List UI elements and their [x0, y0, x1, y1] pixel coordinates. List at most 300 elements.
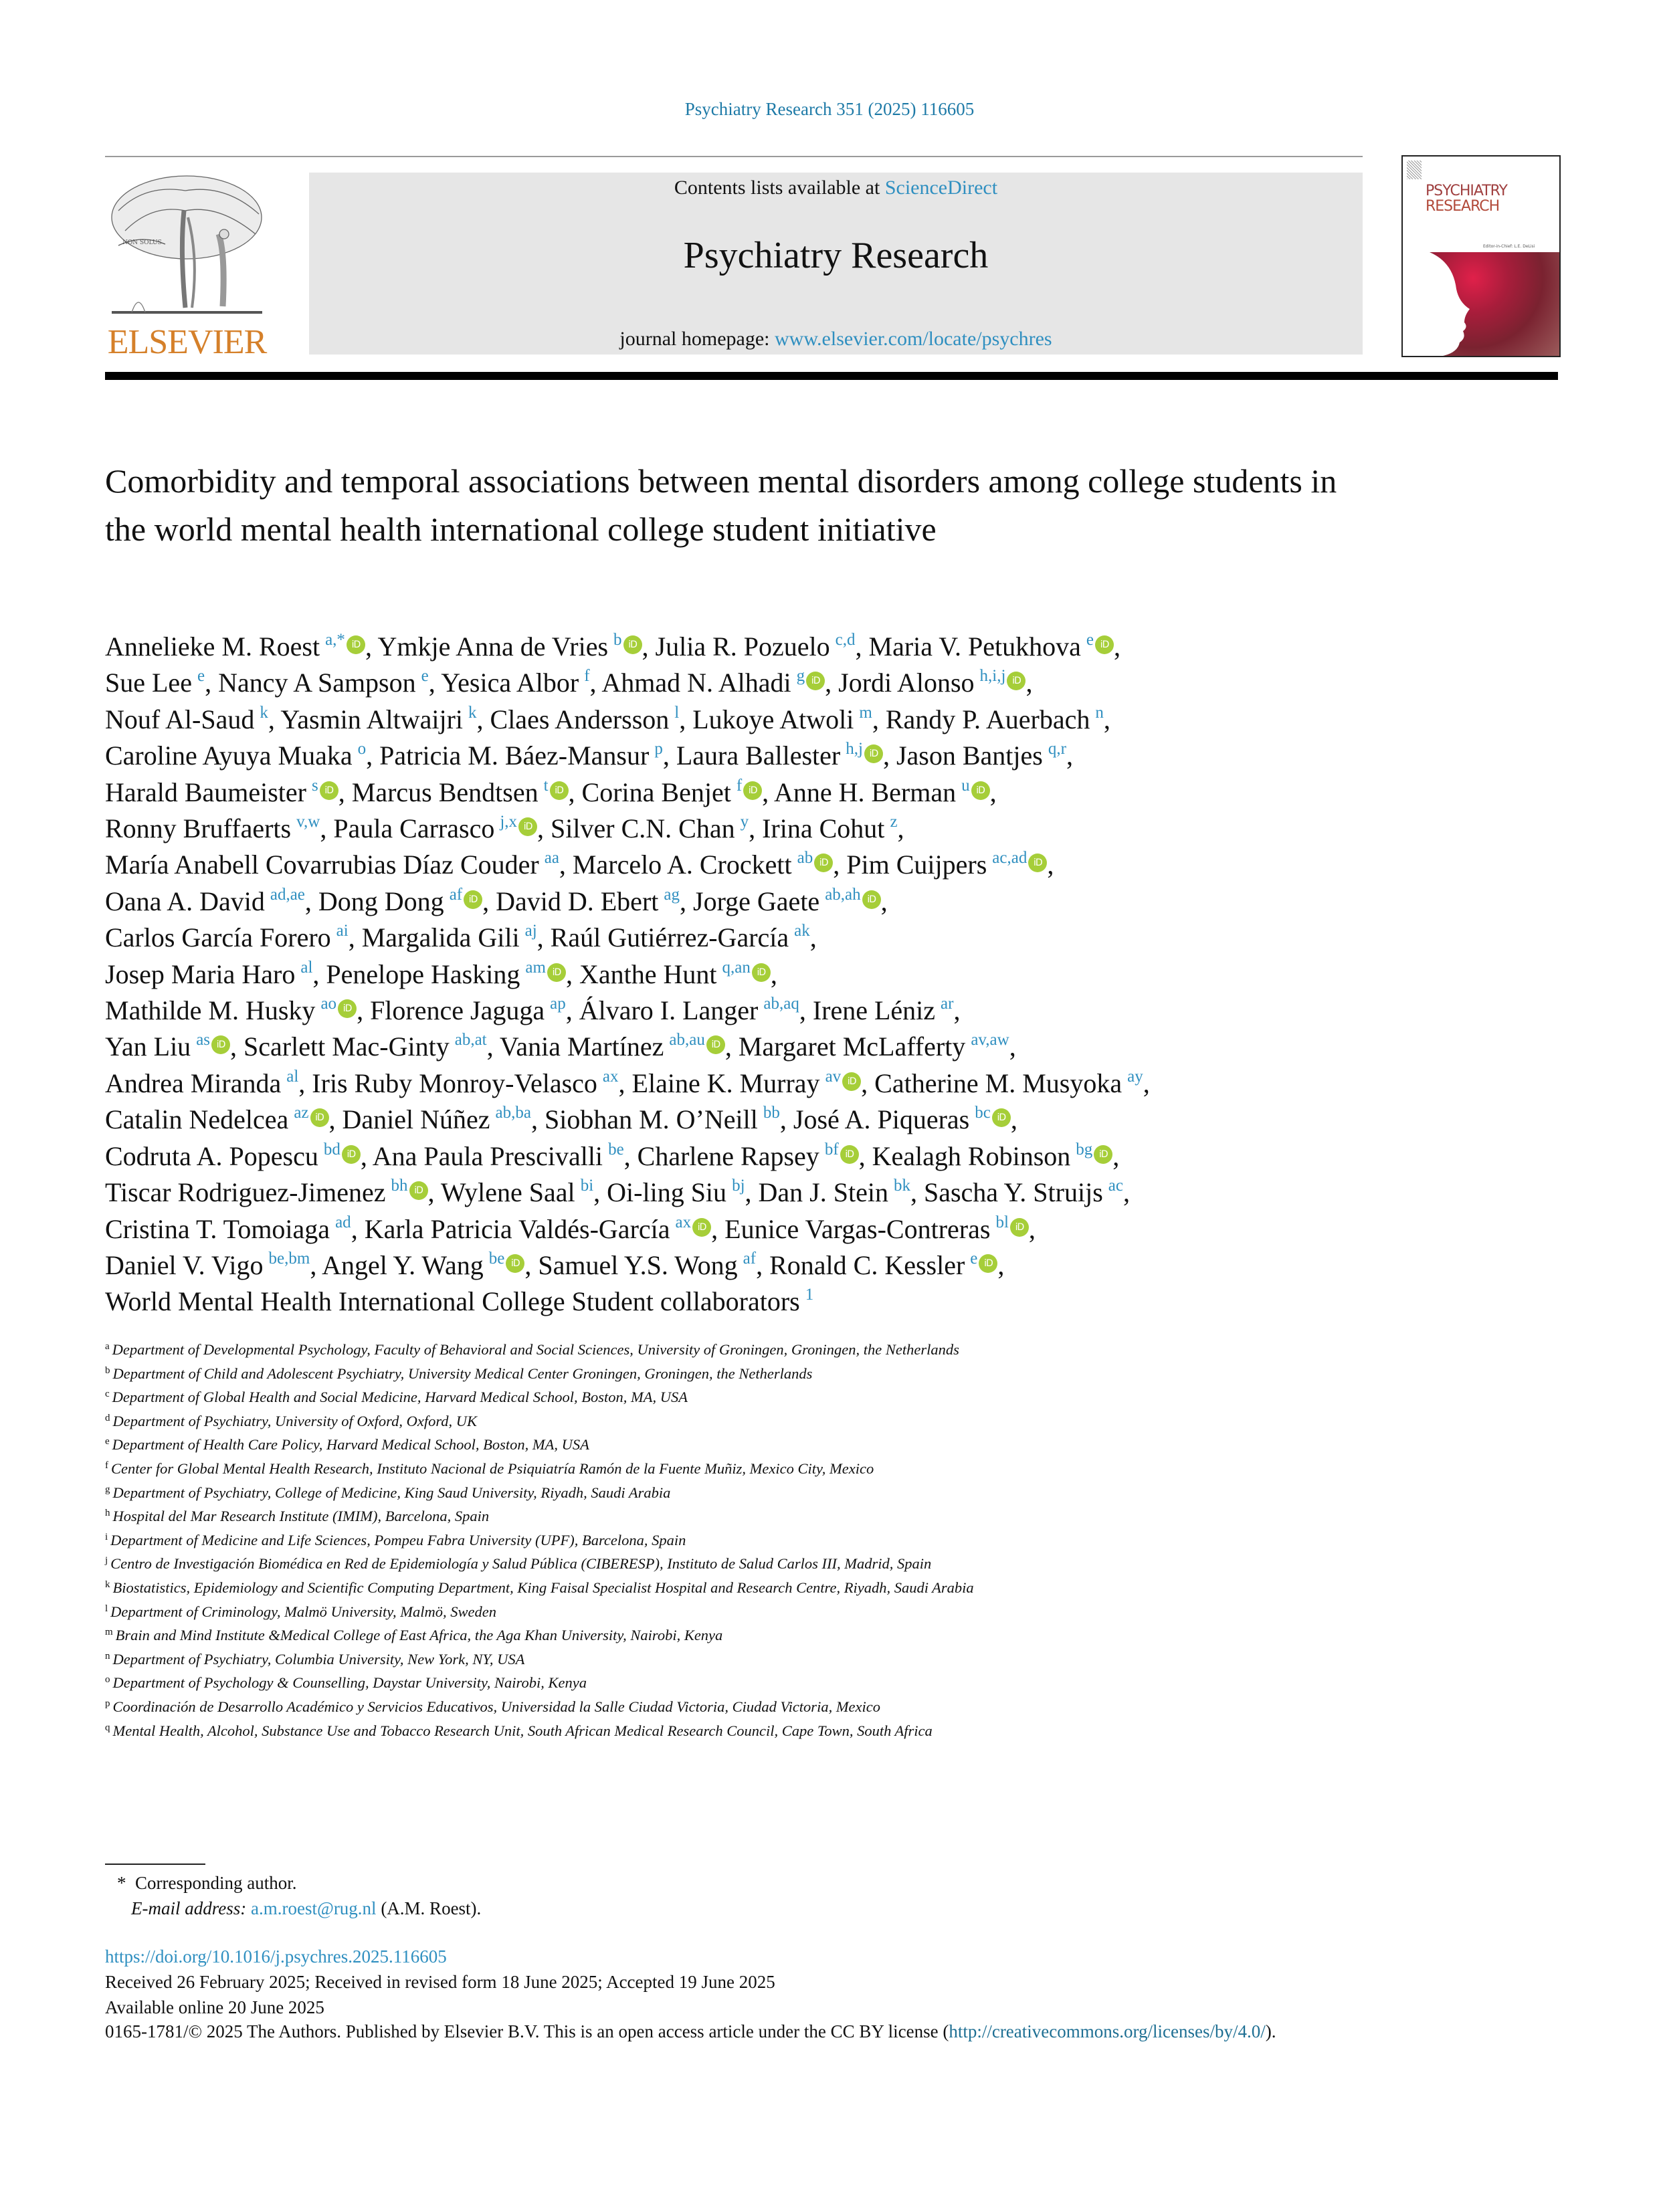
author-name[interactable]: Silver C.N. Chan — [551, 813, 735, 844]
affiliation-marker[interactable]: am — [525, 958, 546, 977]
author-separator: , — [880, 886, 888, 916]
affiliation-marker[interactable]: e — [421, 667, 429, 686]
footnote-divider — [105, 1864, 205, 1865]
author[interactable] — [632, 1068, 862, 1098]
author-separator: , — [779, 1104, 793, 1135]
author-separator: , — [328, 1104, 343, 1135]
author-name[interactable]: Nancy A Sampson — [218, 668, 416, 698]
author-separator: , — [1028, 1213, 1036, 1244]
author[interactable] — [573, 849, 833, 880]
author-name[interactable]: Daniel Núñez — [342, 1104, 490, 1135]
author[interactable] — [496, 886, 680, 916]
author[interactable] — [793, 1104, 1011, 1134]
author-name[interactable]: Daniel V. Vigo — [105, 1249, 264, 1280]
orcid-icon[interactable]: iD — [1007, 672, 1026, 690]
author-separator: , — [1112, 1140, 1120, 1171]
author-name[interactable]: Ronny Bruffaerts — [105, 813, 292, 844]
affiliation-marker[interactable]: ag — [664, 885, 680, 904]
affiliation-key: g — [105, 1484, 110, 1495]
journal-citation[interactable]: Psychiatry Research 351 (2025) 116605 — [684, 99, 975, 119]
affiliation-key: f — [105, 1460, 108, 1471]
affiliation-marker[interactable]: e — [1086, 631, 1094, 649]
author-name[interactable]: Irina Cohut — [762, 813, 885, 844]
author[interactable] — [105, 1141, 361, 1171]
affiliation-marker[interactable]: av — [825, 1067, 842, 1086]
author-name[interactable]: Oi-ling Siu — [607, 1177, 727, 1208]
affiliation-marker[interactable]: aa — [544, 849, 559, 868]
author[interactable] — [676, 740, 883, 771]
author[interactable] — [693, 886, 881, 916]
affiliation-marker[interactable]: t — [543, 776, 549, 795]
orcid-icon[interactable]: iD — [862, 890, 881, 909]
author-name[interactable]: Corina Benjet — [581, 777, 731, 807]
orcid-icon[interactable]: iD — [806, 672, 825, 690]
author-name[interactable]: Iris Ruby Monroy-Velasco — [312, 1068, 597, 1098]
affiliation-marker[interactable]: be,bm — [268, 1249, 310, 1268]
affiliation-marker[interactable]: ax — [675, 1213, 692, 1231]
affiliation-marker[interactable]: p — [654, 740, 663, 759]
affiliation-marker[interactable]: q,an — [722, 958, 751, 977]
author-name[interactable]: Andrea Miranda — [105, 1068, 282, 1098]
affiliation-marker[interactable]: q,r — [1048, 740, 1066, 759]
author-separator: , — [351, 1213, 365, 1244]
orcid-icon[interactable]: iD — [1010, 1218, 1029, 1237]
author[interactable] — [105, 1250, 310, 1280]
author-name[interactable]: Sascha Y. Struijs — [923, 1177, 1103, 1208]
author-separator: , — [1010, 1104, 1017, 1135]
author-name[interactable]: Wylene Saal — [440, 1177, 575, 1208]
author[interactable] — [105, 1031, 230, 1062]
orcid-icon[interactable]: iD — [1095, 635, 1114, 654]
author[interactable] — [379, 740, 663, 771]
author[interactable] — [601, 668, 825, 698]
author-name[interactable]: Dan J. Stein — [758, 1177, 888, 1208]
affiliation-marker[interactable]: av,aw — [971, 1031, 1009, 1049]
author[interactable] — [105, 777, 338, 807]
author-name[interactable]: Angel Y. Wang — [322, 1249, 484, 1280]
author[interactable] — [579, 995, 799, 1025]
corresponding-author-note — [117, 1873, 296, 1894]
affiliation-marker[interactable]: ax — [602, 1067, 619, 1086]
author-name[interactable]: Raúl Gutiérrez-García — [550, 922, 789, 953]
author-name[interactable]: Claes Andersson — [490, 704, 670, 734]
author-name[interactable]: Jordi Alonso — [838, 668, 975, 698]
author-name[interactable]: Yasmin Altwaijri — [280, 704, 463, 734]
author-name[interactable]: Catherine M. Musyoka — [874, 1068, 1123, 1098]
author-name[interactable]: Xanthe Hunt — [579, 959, 717, 989]
author[interactable] — [579, 959, 771, 989]
author-separator: , — [662, 740, 676, 771]
affiliation-marker[interactable]: f — [736, 776, 743, 795]
author-name[interactable]: Harald Baumeister — [105, 777, 306, 807]
affiliation-marker[interactable]: ar — [941, 995, 954, 1013]
affiliation-item — [105, 1695, 1510, 1719]
affiliation-marker[interactable]: af — [743, 1249, 757, 1268]
affiliation-marker[interactable]: bf — [824, 1140, 839, 1159]
affiliation-marker[interactable]: n — [1095, 703, 1104, 722]
author-name[interactable]: Patricia M. Báez-Mansur — [379, 740, 650, 771]
author-name[interactable]: Kealagh Robinson — [872, 1140, 1071, 1171]
author[interactable] — [105, 813, 320, 843]
affiliation-marker[interactable]: al — [286, 1067, 299, 1086]
affiliation-marker[interactable]: bb — [763, 1104, 780, 1122]
doi — [105, 1946, 447, 1967]
author-separator: , — [524, 1249, 539, 1280]
affiliation-marker[interactable]: k — [468, 703, 477, 722]
author[interactable] — [441, 668, 589, 698]
author[interactable] — [362, 922, 537, 952]
affiliation-marker[interactable]: u — [961, 776, 970, 795]
author-name[interactable]: Lukoye Atwoli — [692, 704, 854, 734]
email-link[interactable]: a.m.roest@rug.nl — [250, 1898, 377, 1918]
affiliation-marker[interactable]: ab,at — [454, 1031, 487, 1049]
author-name[interactable]: Álvaro I. Langer — [579, 995, 759, 1026]
affiliation-text: Department of Psychology & Counselling, Daystar University, Nairobi, Kenya — [112, 1674, 587, 1692]
orcid-icon[interactable]: iD — [979, 1254, 997, 1273]
author-separator: , — [268, 704, 281, 734]
affiliation-marker[interactable]: ad,ae — [270, 885, 305, 904]
author-name[interactable]: Vania Martínez — [499, 1031, 664, 1062]
author-name[interactable]: Anne H. Berman — [773, 777, 957, 807]
affiliation-text: Department of Child and Adolescent Psychiatry, University Medical Center Groningen, Groningen, the Netherlands — [112, 1365, 813, 1382]
orcid-icon[interactable]: iD — [752, 963, 771, 982]
author[interactable] — [243, 1031, 487, 1062]
elsevier-wordmark[interactable]: ELSEVIER — [107, 323, 267, 361]
author-name[interactable]: Cristina T. Tomoiaga — [105, 1213, 330, 1244]
author[interactable] — [441, 1177, 593, 1207]
email-suffix: (A.M. Roest). — [376, 1898, 482, 1918]
orcid-icon[interactable]: iD — [840, 1145, 859, 1164]
author[interactable] — [377, 631, 642, 662]
author-name[interactable]: Karla Patricia Valdés-García — [364, 1213, 670, 1244]
author-name[interactable]: Oana A. David — [105, 886, 265, 916]
orcid-icon[interactable]: iD — [842, 1072, 861, 1091]
affiliation-marker[interactable]: h,j — [846, 740, 863, 759]
orcid-icon[interactable]: iD — [692, 1218, 711, 1237]
author-name[interactable]: Mathilde M. Husky — [105, 995, 316, 1026]
author-name[interactable]: Marcus Bendtsen — [351, 777, 539, 807]
orcid-icon[interactable]: iD — [547, 963, 566, 982]
email-label: E-mail address: — [131, 1898, 247, 1918]
author-name[interactable]: María Anabell Covarrubias Díaz Couder — [105, 849, 539, 880]
author-name[interactable]: Randy P. Auerbach — [885, 704, 1090, 734]
affiliation-marker[interactable]: l — [674, 703, 680, 722]
author[interactable] — [105, 668, 205, 698]
orcid-icon[interactable]: iD — [320, 781, 338, 800]
author-separator: , — [711, 1213, 725, 1244]
author[interactable] — [105, 849, 559, 880]
orcid-icon[interactable]: iD — [864, 744, 883, 763]
author[interactable] — [872, 1141, 1113, 1171]
author[interactable] — [105, 1177, 428, 1207]
author-separator: , — [953, 995, 961, 1026]
doi-link[interactable]: https://doi.org/10.1016/j.psychres.2025.116605 — [105, 1946, 447, 1967]
affiliation-marker[interactable]: ac,ad — [992, 849, 1028, 868]
author[interactable] — [551, 813, 749, 843]
author-name[interactable]: Laura Ballester — [676, 740, 841, 771]
author[interactable] — [846, 849, 1047, 880]
author-name[interactable]: Pim Cuijpers — [846, 849, 987, 880]
affiliation-item — [105, 1481, 1510, 1505]
author-separator: , — [568, 777, 582, 807]
author[interactable] — [373, 1141, 624, 1171]
affiliation-marker[interactable]: a,* — [325, 631, 345, 649]
affiliation-marker[interactable]: bi — [580, 1177, 594, 1195]
author[interactable] — [105, 1214, 351, 1244]
author-name[interactable]: Yesica Albor — [441, 668, 579, 698]
affiliation-marker[interactable]: f — [584, 667, 590, 686]
author-name[interactable]: Siobhan M. O’Neill — [545, 1104, 758, 1135]
author[interactable] — [370, 995, 566, 1025]
author-separator: , — [357, 995, 371, 1026]
orcid-icon[interactable]: iD — [623, 635, 642, 654]
orcid-icon[interactable]: iD — [310, 1108, 329, 1127]
author-separator: , — [298, 1068, 312, 1098]
affiliation-marker[interactable]: bj — [732, 1177, 745, 1195]
author-name[interactable]: Margaret McLafferty — [738, 1031, 966, 1062]
affiliation-marker[interactable]: bg — [1076, 1140, 1093, 1159]
license-link[interactable]: http://creativecommons.org/licenses/by/4.0/ — [949, 2021, 1266, 2041]
author[interactable] — [656, 631, 856, 662]
affiliation-marker[interactable]: bd — [323, 1140, 340, 1159]
orcid-icon[interactable]: iD — [409, 1181, 428, 1200]
author-name[interactable]: Penelope Hasking — [326, 959, 520, 989]
author[interactable] — [105, 995, 357, 1025]
author-name[interactable]: Carlos García Forero — [105, 922, 331, 953]
orcid-icon[interactable]: iD — [1094, 1145, 1112, 1164]
affiliation-marker[interactable]: ap — [550, 995, 566, 1013]
author-name[interactable]: Julia R. Pozuelo — [655, 631, 830, 662]
affiliation-marker[interactable]: ad — [335, 1213, 351, 1231]
orcid-icon[interactable]: iD — [550, 781, 569, 800]
author-name[interactable]: Annelieke M. Roest — [105, 631, 320, 662]
author-name[interactable]: Caroline Ayuya Muaka — [105, 740, 353, 771]
affiliation-marker[interactable]: ao — [320, 995, 337, 1013]
author-separator: , — [360, 1140, 373, 1171]
author[interactable] — [105, 922, 349, 952]
author[interactable] — [326, 959, 566, 989]
author[interactable] — [692, 704, 872, 734]
author[interactable] — [105, 1104, 329, 1134]
author-name[interactable]: David D. Ebert — [496, 886, 659, 916]
author[interactable] — [582, 777, 763, 807]
author-separator: , — [861, 1068, 875, 1098]
author-name[interactable]: Elaine K. Murray — [631, 1068, 820, 1098]
journal-homepage-link[interactable]: www.elsevier.com/locate/psychres — [775, 328, 1052, 350]
affiliation-marker[interactable]: m — [859, 703, 872, 722]
author[interactable] — [607, 1177, 745, 1207]
author[interactable] — [500, 1031, 725, 1062]
author[interactable] — [352, 777, 569, 807]
affiliation-marker[interactable]: b — [613, 631, 622, 649]
author-name[interactable]: Paula Carrasco — [333, 813, 495, 844]
author[interactable] — [774, 777, 990, 807]
author[interactable] — [105, 631, 365, 662]
orcid-icon[interactable]: iD — [518, 817, 537, 836]
author-name[interactable]: Josep Maria Haro — [105, 959, 296, 989]
author-separator: , — [531, 1104, 545, 1135]
author-name[interactable]: Margalida Gili — [361, 922, 520, 953]
author-separator: , — [304, 886, 318, 916]
affiliation-marker[interactable]: ai — [336, 922, 349, 940]
author-name[interactable]: Ymkje Anna de Vries — [377, 631, 609, 662]
author[interactable] — [105, 886, 305, 916]
affiliation-marker[interactable]: al — [300, 958, 313, 977]
author[interactable] — [545, 1104, 780, 1134]
affiliation-marker[interactable]: af — [449, 885, 463, 904]
orcid-icon[interactable]: iD — [971, 781, 990, 800]
affiliation-marker[interactable]: bh — [391, 1177, 408, 1195]
orcid-icon[interactable]: iD — [506, 1254, 524, 1273]
author-name[interactable]: Florence Jaguga — [370, 995, 545, 1026]
affiliation-marker[interactable]: k — [260, 703, 268, 722]
author-name[interactable]: Codruta A. Popescu — [105, 1140, 318, 1171]
author[interactable] — [312, 1068, 618, 1098]
author[interactable] — [724, 1214, 1029, 1244]
author[interactable] — [105, 704, 268, 734]
affiliation-marker[interactable]: e — [970, 1249, 978, 1268]
author-name[interactable]: Sue Lee — [105, 668, 192, 698]
author[interactable] — [490, 704, 680, 734]
author[interactable] — [896, 740, 1066, 771]
available-online-date: Available online 20 June 2025 — [105, 1997, 324, 2017]
affiliation-marker[interactable]: 1 — [805, 1286, 814, 1304]
author[interactable] — [318, 886, 482, 916]
author-name[interactable]: Ronald C. Kessler — [769, 1249, 965, 1280]
author[interactable] — [759, 1177, 910, 1207]
author[interactable] — [551, 922, 810, 952]
author-name[interactable]: Jorge Gaete — [693, 886, 820, 916]
affiliation-marker[interactable]: v,w — [296, 813, 320, 831]
affiliation-marker[interactable]: e — [197, 667, 205, 686]
contents-availability — [309, 177, 1363, 199]
affiliation-marker[interactable]: az — [294, 1104, 309, 1122]
affiliation-marker[interactable]: ac — [1108, 1177, 1123, 1195]
author-separator: , — [642, 631, 656, 662]
author-name[interactable]: Marcelo A. Crockett — [572, 849, 792, 880]
author[interactable] — [762, 813, 897, 843]
author-name[interactable]: Irene Léniz — [812, 995, 936, 1026]
author-separator: , — [770, 959, 777, 989]
orcid-icon[interactable]: iD — [743, 781, 762, 800]
author[interactable] — [280, 704, 476, 734]
author-name[interactable]: Maria V. Petukhova — [868, 631, 1081, 662]
author-name[interactable]: Scarlett Mac-Ginty — [243, 1031, 450, 1062]
author[interactable] — [322, 1250, 524, 1280]
affiliation-marker[interactable]: j,x — [500, 813, 518, 831]
affiliation-marker[interactable]: ay — [1127, 1067, 1143, 1086]
affiliation-marker[interactable]: ak — [794, 922, 810, 940]
affiliation-key: d — [105, 1412, 110, 1423]
author[interactable] — [924, 1177, 1123, 1207]
affiliation-marker[interactable]: bl — [995, 1213, 1009, 1231]
affiliation-marker[interactable]: ab — [797, 849, 813, 868]
author[interactable] — [218, 668, 429, 698]
author[interactable] — [365, 1214, 711, 1244]
affiliation-marker[interactable]: ab,ba — [495, 1104, 531, 1122]
journal-homepage — [309, 328, 1363, 350]
author-name[interactable]: Eunice Vargas-Contreras — [724, 1213, 991, 1244]
affiliation-marker[interactable]: s — [312, 776, 318, 795]
orcid-icon[interactable]: iD — [211, 1035, 230, 1054]
author[interactable] — [874, 1068, 1143, 1098]
author[interactable] — [343, 1104, 531, 1134]
author-name[interactable]: World Mental Health International College Student collaborators — [105, 1286, 800, 1317]
author-name[interactable]: Dong Dong — [318, 886, 444, 916]
affiliation-marker[interactable]: h,i,j — [979, 667, 1006, 686]
author[interactable] — [105, 959, 312, 989]
author-separator: , — [762, 777, 774, 807]
author[interactable] — [769, 1250, 997, 1280]
orcid-icon[interactable]: iD — [992, 1108, 1011, 1127]
orcid-icon[interactable]: iD — [342, 1145, 361, 1164]
author-name[interactable]: Ahmad N. Alhadi — [601, 668, 791, 698]
affiliation-marker[interactable]: ab,ah — [825, 885, 861, 904]
author-name[interactable]: Yan Liu — [105, 1031, 191, 1062]
affiliation-marker[interactable]: z — [890, 813, 898, 831]
author[interactable] — [105, 1286, 813, 1316]
author[interactable] — [333, 813, 537, 843]
orcid-icon[interactable]: iD — [347, 635, 365, 654]
author-name[interactable]: Nouf Al-Saud — [105, 704, 255, 734]
affiliation-item — [105, 1576, 1510, 1600]
author[interactable] — [538, 1250, 756, 1280]
affiliation-marker[interactable]: bk — [893, 1177, 910, 1195]
author-name[interactable]: Charlene Rapsey — [637, 1140, 819, 1171]
author[interactable] — [105, 1068, 298, 1098]
affiliation-marker[interactable]: ab,aq — [763, 995, 799, 1013]
author[interactable] — [739, 1031, 1009, 1062]
orcid-icon[interactable]: iD — [338, 999, 357, 1018]
affiliation-marker[interactable]: c,d — [835, 631, 856, 649]
affiliation-marker[interactable]: be — [608, 1140, 624, 1159]
author-separator: , — [1066, 740, 1073, 771]
affiliation-key: i — [105, 1531, 108, 1542]
author-name[interactable]: Ana Paula Prescivalli — [372, 1140, 603, 1171]
author-name[interactable]: José A. Piqueras — [793, 1104, 970, 1135]
affiliation-marker[interactable]: ab,au — [669, 1031, 705, 1049]
affiliation-item — [105, 1338, 1510, 1362]
affiliation-marker[interactable]: bc — [975, 1104, 991, 1122]
author[interactable] — [886, 704, 1104, 734]
author-separator: , — [910, 1177, 924, 1208]
author-name[interactable]: Tiscar Rodriguez-Jimenez — [105, 1177, 386, 1208]
orcid-icon[interactable]: iD — [706, 1035, 725, 1054]
journal-cover-image[interactable] — [1401, 155, 1561, 357]
author-separator: , — [997, 1249, 1005, 1280]
affiliation-marker[interactable]: be — [488, 1249, 505, 1268]
author-name[interactable]: Jason Bantjes — [896, 740, 1043, 771]
affiliation-key: m — [105, 1627, 113, 1638]
author-name[interactable]: Samuel Y.S. Wong — [538, 1249, 738, 1280]
orcid-icon[interactable]: iD — [464, 890, 482, 909]
author[interactable] — [869, 631, 1114, 662]
affiliation-marker[interactable]: as — [196, 1031, 211, 1049]
orcid-icon[interactable]: iD — [814, 853, 833, 872]
sciencedirect-link[interactable]: ScienceDirect — [884, 177, 998, 199]
affiliation-marker[interactable]: g — [796, 667, 805, 686]
affiliation-marker[interactable]: o — [357, 740, 367, 759]
author[interactable] — [813, 995, 954, 1025]
orcid-icon[interactable]: iD — [1028, 853, 1047, 872]
author[interactable] — [638, 1141, 859, 1171]
author-name[interactable]: Catalin Nedelcea — [105, 1104, 289, 1135]
author-separator: , — [882, 740, 896, 771]
affiliation-marker[interactable]: y — [740, 813, 749, 831]
affiliation-marker[interactable]: aj — [524, 922, 537, 940]
author[interactable] — [105, 740, 366, 771]
author[interactable] — [838, 668, 1026, 698]
